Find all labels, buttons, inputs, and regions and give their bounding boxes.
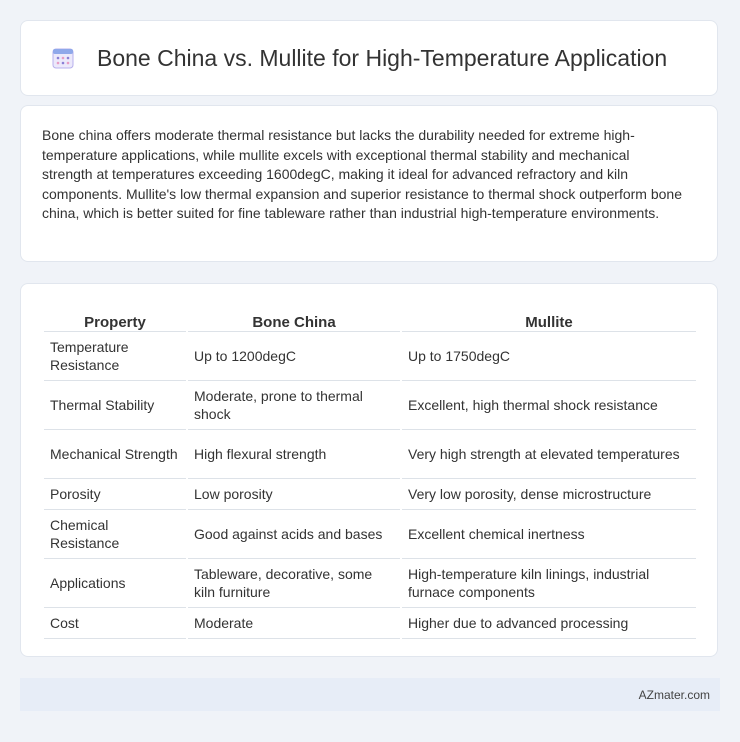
- calendar-icon: [51, 46, 75, 70]
- comparison-table-card: [20, 283, 718, 657]
- comparison-table: [42, 305, 698, 639]
- table-row: [44, 510, 696, 559]
- row-property: Thermal Stability: [44, 381, 186, 430]
- footer-bar: [20, 678, 720, 711]
- header-bone-china: Bone China: [188, 305, 400, 332]
- row-property: Temperature Resistance: [44, 332, 186, 381]
- page-title: Bone China vs. Mullite for High-Temperature Application: [97, 44, 668, 71]
- table-row: [44, 430, 696, 479]
- row-property: Cost: [44, 608, 186, 639]
- table-header-row: [44, 305, 696, 332]
- row-mullite: Higher due to advanced processing: [402, 608, 696, 639]
- row-bone-china: Good against acids and bases: [188, 510, 400, 559]
- row-mullite: Excellent, high thermal shock resistance: [402, 381, 696, 430]
- row-property: Applications: [44, 559, 186, 608]
- row-bone-china: Tableware, decorative, some kiln furniture: [188, 559, 400, 608]
- row-mullite: Very low porosity, dense microstructure: [402, 479, 696, 510]
- row-bone-china: High flexural strength: [188, 430, 400, 479]
- row-bone-china: Low porosity: [188, 479, 400, 510]
- row-mullite: Very high strength at elevated temperatures: [402, 430, 696, 479]
- row-property: Mechanical Strength: [44, 430, 186, 479]
- header-property: Property: [44, 305, 186, 332]
- intro-card: [20, 105, 718, 262]
- footer-brand[interactable]: AZmater.com: [638, 687, 710, 702]
- row-property: Chemical Resistance: [44, 510, 186, 559]
- table-row: [44, 608, 696, 639]
- table-row: [44, 381, 696, 430]
- row-bone-china: Moderate, prone to thermal shock: [188, 381, 400, 430]
- table-row: [44, 332, 696, 381]
- row-bone-china: Up to 1200degC: [188, 332, 400, 381]
- header-mullite: Mullite: [402, 305, 696, 332]
- row-bone-china: Moderate: [188, 608, 400, 639]
- row-mullite: Up to 1750degC: [402, 332, 696, 381]
- row-property: Porosity: [44, 479, 186, 510]
- title-card: [20, 20, 718, 96]
- row-mullite: Excellent chemical inertness: [402, 510, 696, 559]
- table-row: [44, 559, 696, 608]
- table-row: [44, 479, 696, 510]
- intro-paragraph: Bone china offers moderate thermal resistance but lacks the durability needed for extreme high-temperature applications, while mullite excels with exceptional thermal stability and mechanical strength at temperatures exceeding 1600degC, making it ideal for advanced refractory and kiln components. Mullite's low thermal expansion and superior resistance to thermal shock outperform bone china, which is better suited for fine tableware rather than industrial high-temperature environments.: [42, 127, 682, 221]
- row-mullite: High-temperature kiln linings, industrial furnace components: [402, 559, 696, 608]
